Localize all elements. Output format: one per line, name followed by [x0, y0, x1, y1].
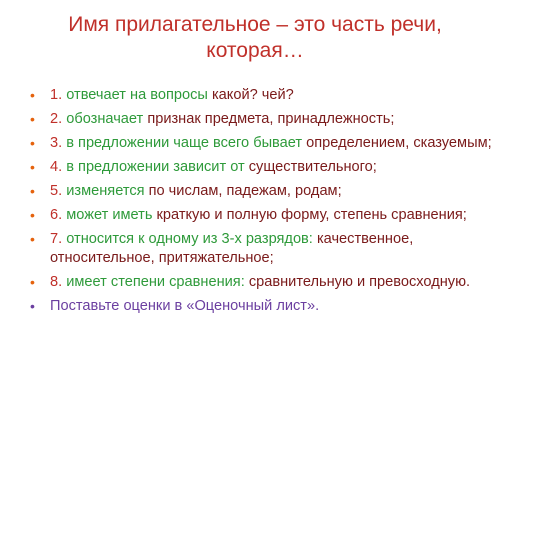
final-instruction: Поставьте оценки в «Оценочный лист».: [50, 298, 320, 314]
bullet-icon: •: [30, 298, 35, 314]
item-keyword: имеет степени сравнения:: [66, 274, 245, 290]
item-number: 5.: [50, 183, 63, 199]
item-keyword: отвечает на вопросы: [66, 87, 208, 103]
item-keyword: в предложении чаще всего бывает: [66, 135, 303, 151]
item-answer: признак предмета, принадлежность;: [147, 111, 395, 127]
item-answer: сравнительную и превосходную.: [248, 274, 471, 290]
item-number: 4.: [50, 159, 63, 175]
list-item-4: [28, 158, 518, 177]
bullet-icon: •: [30, 274, 35, 290]
item-answer: краткую и полную форму, степень сравнения;: [156, 207, 467, 223]
item-number: 6.: [50, 207, 63, 223]
item-answer: качественное, относительное, притяжательное;: [50, 231, 414, 266]
item-keyword: обозначает: [66, 111, 144, 127]
definition-list: [28, 86, 518, 321]
item-keyword: изменяется: [66, 183, 145, 199]
bullet-icon: •: [30, 207, 35, 223]
bullet-icon: •: [30, 183, 35, 199]
item-number: 7.: [50, 231, 63, 247]
bullet-icon: •: [30, 231, 35, 247]
bullet-icon: •: [30, 135, 35, 151]
item-answer: определением, сказуемым;: [306, 135, 492, 151]
item-number: 2.: [50, 111, 63, 127]
item-answer: по числам, падежам, родам;: [148, 183, 342, 199]
bullet-icon: •: [30, 87, 35, 103]
item-keyword: в предложении зависит от: [66, 159, 245, 175]
item-answer: какой? чей?: [211, 87, 294, 103]
list-item-7: [28, 230, 518, 268]
bullet-icon: •: [30, 111, 35, 127]
list-item-6: [28, 206, 518, 225]
item-answer: существительного;: [248, 159, 377, 175]
slide-title: Имя прилагательное – это часть речи, которая…: [68, 13, 442, 62]
list-item-final: [28, 297, 518, 316]
item-keyword: может иметь: [66, 207, 153, 223]
list-item-2: [28, 110, 518, 129]
list-item-5: [28, 182, 518, 201]
item-keyword: относится к одному из 3-х разрядов:: [66, 231, 313, 247]
list-item-8: [28, 273, 518, 292]
item-number: 8.: [50, 274, 63, 290]
item-number: 3.: [50, 135, 63, 151]
item-number: 1.: [50, 87, 63, 103]
list-item-1: [28, 86, 518, 105]
list-item-3: [28, 134, 518, 153]
bullet-icon: •: [30, 159, 35, 175]
